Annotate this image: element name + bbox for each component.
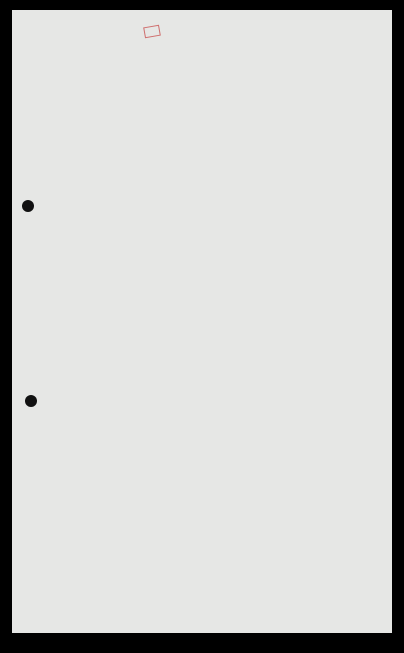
archive-footer [0, 633, 404, 653]
handwritten-stamp [143, 25, 161, 39]
punch-hole [25, 395, 37, 407]
document-page [12, 10, 392, 633]
punch-hole [22, 200, 34, 212]
